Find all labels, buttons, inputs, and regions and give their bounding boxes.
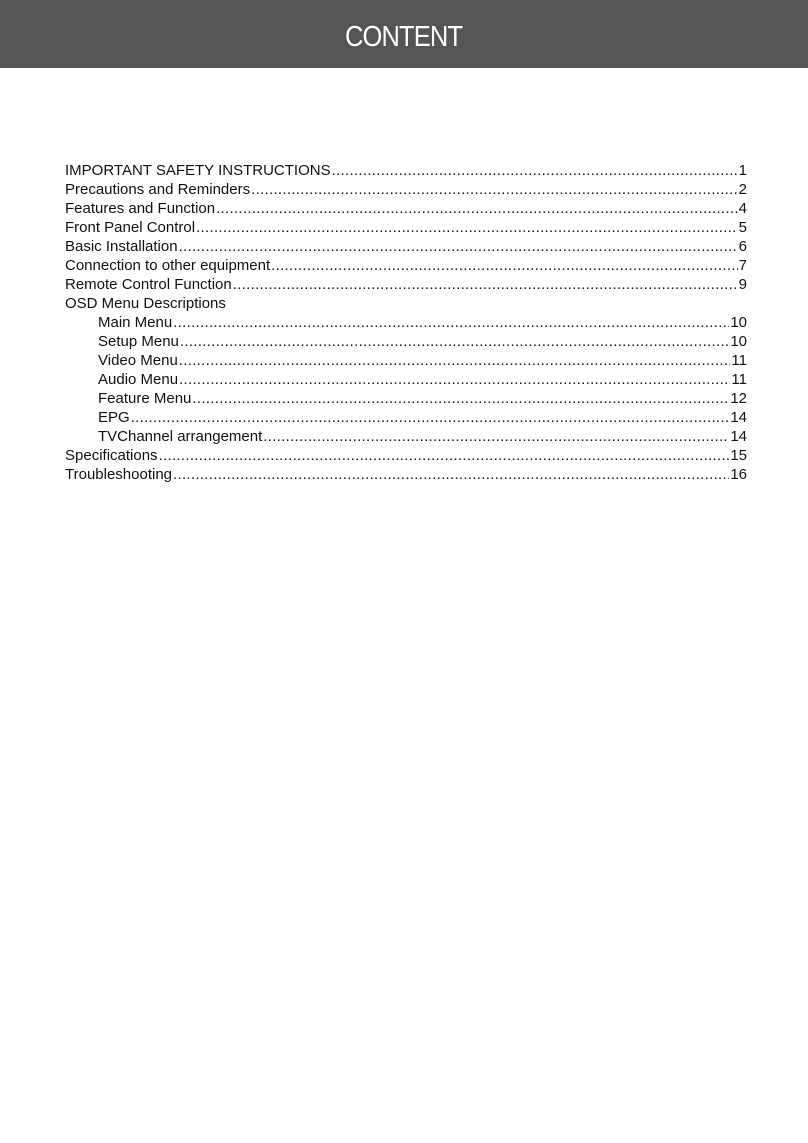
toc-subentry[interactable] [65,313,747,332]
dot-leader [251,180,738,199]
dot-leader [159,446,730,465]
toc-entry-page: 6 [738,238,747,255]
toc-entry-label: Audio Menu [98,371,179,388]
toc-entry-label: OSD Menu Descriptions [65,295,226,312]
toc-entry-label: Precautions and Reminders [65,181,251,198]
dot-leader [196,218,738,237]
toc-entry-page: 11 [731,352,747,369]
dot-leader [179,370,730,389]
page-title: CONTENT [345,20,463,53]
toc-entry-label: Troubleshooting [65,466,173,483]
header-bar [0,0,808,68]
dot-leader [131,408,730,427]
toc-entry-label: Video Menu [98,352,178,369]
dot-leader [180,332,729,351]
toc-entry[interactable] [65,256,747,275]
toc-entry-label: Basic Installation [65,238,178,255]
dot-leader [332,161,738,180]
dot-leader [179,351,731,370]
toc-entry-label: TVChannel arrangement [98,428,263,445]
dot-leader [271,256,738,275]
toc-entry[interactable] [65,237,747,256]
toc-entry[interactable] [65,199,747,218]
toc-entry-page: 12 [730,390,747,407]
toc-entry-label: Front Panel Control [65,219,196,236]
toc-entry-label: Remote Control Function [65,276,232,293]
toc-entry-page: 10 [730,333,747,350]
toc-entry-page: 5 [738,219,747,236]
dot-leader [173,313,729,332]
toc-entry-page: 1 [738,162,747,179]
toc-entry-page: 15 [730,447,747,464]
toc-entry-label: Feature Menu [98,390,192,407]
toc-subentry[interactable] [65,408,747,427]
toc-section-heading[interactable] [65,294,747,313]
toc-entry-page: 4 [738,200,747,217]
table-of-contents [65,161,747,484]
dot-leader [263,427,729,446]
toc-entry-label: Setup Menu [98,333,179,350]
toc-subentry[interactable] [65,370,747,389]
toc-entry-page: 11 [731,371,747,388]
toc-entry-page: 14 [730,409,747,426]
toc-entry-label: Connection to other equipment [65,257,271,274]
toc-entry[interactable] [65,180,747,199]
toc-entry-page: 9 [738,276,747,293]
toc-entry-label: Features and Function [65,200,216,217]
toc-subentry[interactable] [65,427,747,446]
toc-entry[interactable] [65,275,747,294]
dot-leader [233,275,738,294]
toc-entry[interactable] [65,446,747,465]
toc-entry-page: 2 [738,181,747,198]
dot-leader [216,199,738,218]
toc-entry-page: 7 [738,257,747,274]
toc-entry-page: 10 [730,314,747,331]
toc-subentry[interactable] [65,351,747,370]
toc-subentry[interactable] [65,332,747,351]
dot-leader [192,389,729,408]
toc-entry-page: 14 [730,428,747,445]
toc-entry[interactable] [65,465,747,484]
toc-entry-label: Specifications [65,447,158,464]
dot-leader [173,465,729,484]
toc-entry[interactable] [65,161,747,180]
toc-entry-page: 16 [730,466,747,483]
toc-entry-label: IMPORTANT SAFETY INSTRUCTIONS [65,162,331,179]
toc-entry[interactable] [65,218,747,237]
toc-entry-label: Main Menu [98,314,173,331]
toc-subentry[interactable] [65,389,747,408]
dot-leader [179,237,738,256]
toc-entry-label: EPG [98,409,130,426]
